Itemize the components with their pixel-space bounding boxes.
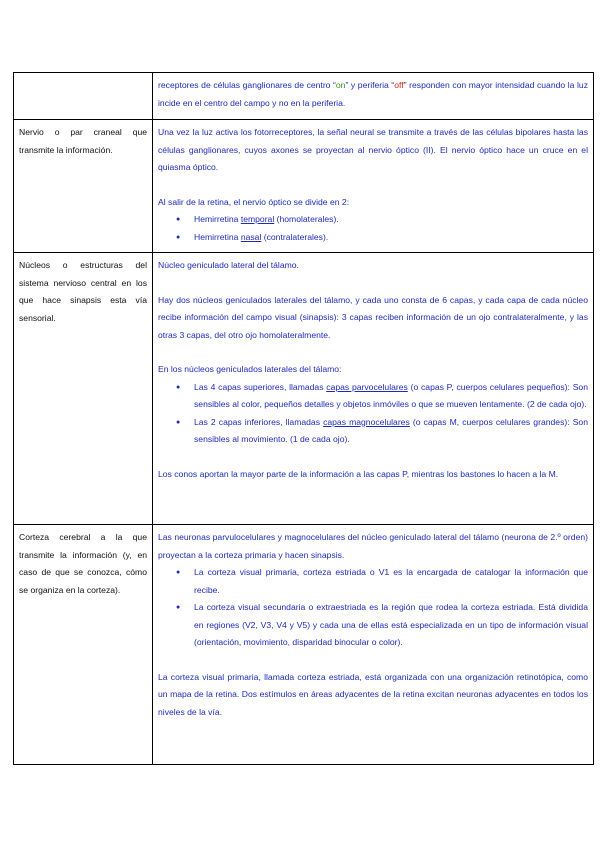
list-item: ● La corteza visual primaria, corteza estriada o V1 es la encargada de catalogar la información que recibe. (194, 564, 588, 599)
list-item: ● Las 2 capas inferiores, llamadas capas magnocelulares (o capas M, cuerpos celulares grandes): Son sensibles al movimiento. (1 de cada ojo). (194, 414, 588, 449)
list-item: ● Hemirretina nasal (contralaterales). (194, 229, 588, 247)
list-item: ● La corteza visual secundaria o extraestriada es la región que rodea la corteza estriada. Está dividida en regiones (V2, V3, V4 y V5) y cada una de ellas está especializada en un tipo de información visual (orientación, movimiento, disparidad binocular o color). (194, 599, 588, 652)
row-label-cell (14, 73, 153, 120)
table-row (14, 73, 594, 120)
paragraph (158, 77, 588, 112)
paragraph: Una vez la luz activa los fotorreceptores, la señal neural se transmite a través de las células bipolares hasta las células ganglionares, cuyos axones se proyectan al nervio óptico (II). El nervio óptico hace un cruce en el quiasma óptico. (158, 127, 588, 172)
table-row (14, 120, 594, 253)
underlined-term: temporal (240, 214, 275, 224)
list-item: ● Hemirretina temporal (homolaterales). (194, 211, 588, 229)
paragraph: Las neuronas parvulocelulares y magnocelulares del núcleo geniculado lateral del tálamo (neurona de 2.º orden) proyectan a la corteza primaria y hacen sinapsis. (158, 532, 588, 560)
table-row (14, 253, 594, 525)
row-content-cell (153, 120, 594, 253)
text-segment: receptores de células ganglionares de centro “ (158, 80, 336, 90)
text-segment: ” responden con mayor intensidad cuando la luz incide en el centro del campo y no en la periferia. (158, 80, 588, 108)
row-content-cell (153, 253, 594, 525)
underlined-term: capas magnocelulares (323, 416, 410, 427)
row-label-cell (14, 120, 153, 253)
row-label-cell (14, 525, 153, 765)
row-content-cell (153, 525, 594, 765)
row-label-cell (14, 253, 153, 525)
row-label: Nervio o par craneal que transmite la información. (19, 127, 147, 155)
underlined-term: capas parvocelulares (326, 381, 408, 392)
paragraph: Al salir de la retina, el nervio óptico se divide en 2: (158, 196, 350, 207)
row-label: Corteza cerebral a la que transmite la información (y, en caso de que se conozca, cómo se organiza en la corteza). (19, 532, 147, 595)
paragraph: La corteza visual primaria, llamada corteza estriada, está organizada con una organización retinotópica, como un mapa de la retina. Dos estímulos en áreas adyacentes de la retina excitan neuronas adyacentes en todos los niveles de la vía. (158, 671, 588, 717)
row-label: Núcleos o estructuras del sistema nervioso central en los que hace sinapsis esta vía sensorial. (19, 260, 147, 323)
paragraph: En los núcleos geniculados laterales del tálamo: (158, 364, 342, 374)
bullet-list (158, 211, 588, 246)
underlined-term: nasal (240, 231, 262, 242)
row-content-cell (153, 73, 594, 120)
text-segment: ” y periferia “ (345, 80, 395, 90)
content-table (13, 72, 594, 765)
paragraph: Hay dos núcleos geniculados laterales del tálamo, y cada uno consta de 6 capas, y cada capa de cada núcleo recibe información del campo visual (sinapsis): 3 capas reciben información de un ojo contralateralmente, y las otras 3 capas, del otro ojo homolateralmente. (158, 294, 588, 340)
on-keyword: on (335, 80, 346, 90)
table-row (14, 525, 594, 765)
bullet-list (158, 379, 588, 449)
bullet-list (158, 564, 588, 652)
off-keyword: off (394, 80, 404, 90)
list-item: ● Las 4 capas superiores, llamadas capas parvocelulares (o capas P, cuerpos celulares pequeños): Son sensibles al color, pequeños detalles y objetos inmóviles o que se mueven lentamente. (2 de cada ojo). (194, 379, 588, 414)
paragraph: Los conos aportan la mayor parte de la información a las capas P, mientras los bastones lo hacen a la M. (158, 468, 559, 479)
paragraph: Núcleo geniculado lateral del tálamo. (158, 260, 299, 270)
